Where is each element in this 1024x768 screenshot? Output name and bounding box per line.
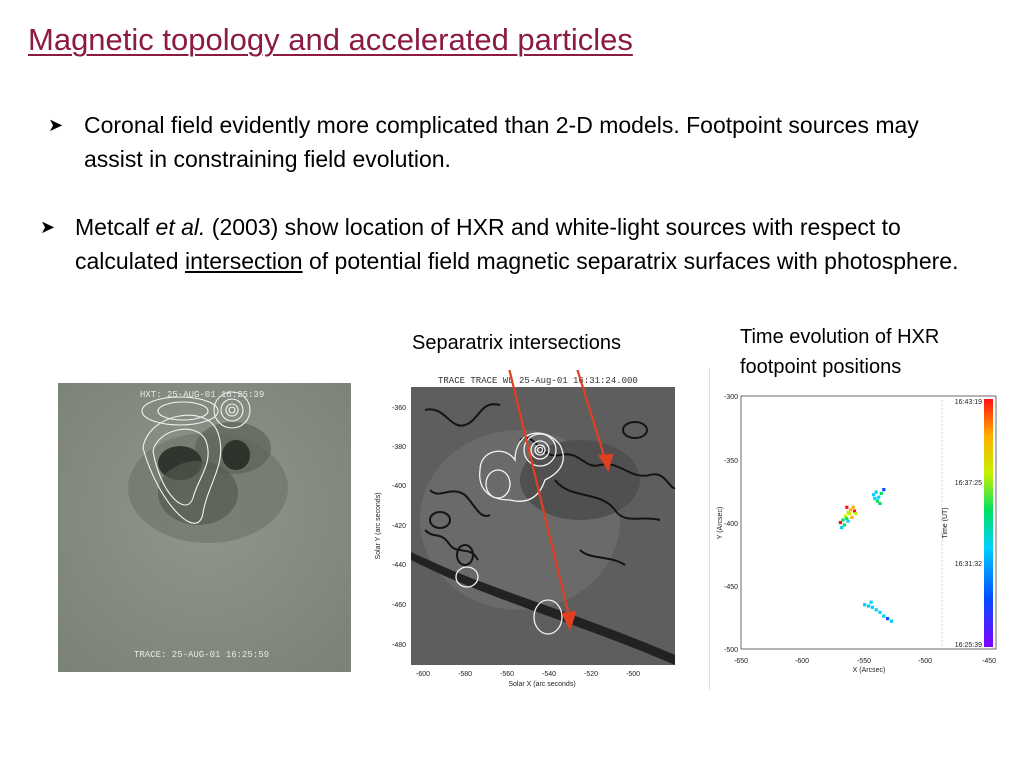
scatter-point <box>847 520 850 523</box>
arrow-bullet-icon: ➤ <box>48 115 64 135</box>
bullet-coronal-field <box>48 108 978 176</box>
y-axis-label: Solar Y (arc seconds) <box>375 492 382 560</box>
trace-time-label: TRACE: 25-AUG-01 16:25:59 <box>134 650 270 660</box>
scatter-point <box>854 512 857 515</box>
colorbar <box>984 399 993 647</box>
y-tick-label: -500 <box>723 647 738 654</box>
x-ticks <box>734 658 996 665</box>
x-axis-label: X (Arcsec) <box>852 667 886 674</box>
hxt-time-label: HXT: 25-AUG-01 16:25:39 <box>140 390 265 400</box>
y-tick-label: -400 <box>391 483 406 490</box>
arrow-bullet-icon: ➤ <box>40 217 56 237</box>
bullet-text-prefix: Metcalf <box>75 214 156 240</box>
plot-frame <box>741 396 996 649</box>
y-tick-label: -420 <box>391 523 406 530</box>
y-tick-label: -350 <box>723 458 738 465</box>
scatter-point <box>875 608 878 611</box>
scatter-point <box>845 506 848 509</box>
colorbar-tick-label: 16:25:39 <box>954 642 982 649</box>
scatter-point <box>852 506 855 509</box>
bullet-text: Coronal field evidently more complicated than 2-D models. Footpoint sources may assist in constraining field evolution. <box>84 112 919 172</box>
scatter-point <box>863 603 866 606</box>
scatter-point <box>840 526 843 529</box>
y-axis-label: Y (Arcsec) <box>717 506 724 540</box>
bullet-text-italic: et al. <box>155 214 206 240</box>
x-tick-label: -550 <box>856 658 872 665</box>
trace-wl-x-ticks <box>416 671 640 678</box>
y-tick-label: -400 <box>723 521 738 528</box>
scatter-points <box>839 488 893 623</box>
scatter-point <box>878 502 881 505</box>
colorbar-ticks <box>955 399 982 649</box>
slide-title: Magnetic topology and accelerated particles <box>28 22 633 57</box>
colorbar-tick-label: 16:37:25 <box>954 480 982 487</box>
bullet-text-suffix: of potential field magnetic separatrix surfaces with photosphere. <box>302 248 959 274</box>
scatter-point <box>867 604 870 607</box>
bullet-text-mid: (2003) show location of HXR and white-light sources with respect to calculated <box>75 214 901 274</box>
x-tick-label: -500 <box>625 671 641 678</box>
y-tick-label: -440 <box>391 562 406 569</box>
scatter-point <box>882 615 885 618</box>
colorbar-tick-label: 16:43:19 <box>954 399 982 406</box>
x-tick-label: -500 <box>917 658 933 665</box>
colorbar-label: Time (UT) <box>942 507 949 539</box>
figure-divider <box>709 368 710 690</box>
caption-separatrix: Separatrix intersections <box>412 332 621 354</box>
x-tick-label: -580 <box>457 671 473 678</box>
x-tick-label: -520 <box>583 671 599 678</box>
trace-wl-y-ticks <box>392 405 406 649</box>
scatter-point <box>882 488 885 491</box>
scatter-point <box>890 620 893 623</box>
hxt-trace-image <box>58 383 351 672</box>
y-tick-label: -450 <box>723 584 738 591</box>
scatter-point <box>873 497 876 500</box>
scatter-point <box>839 521 842 524</box>
scatter-point <box>848 512 851 515</box>
x-tick-label: -560 <box>499 671 515 678</box>
x-tick-label: -450 <box>981 658 996 665</box>
x-tick-label: -650 <box>733 658 749 665</box>
scatter-point <box>877 496 880 499</box>
scatter-point <box>875 491 878 494</box>
y-tick-label: -480 <box>391 642 406 649</box>
caption-time-evolution: Time evolution of HXR footpoint positions <box>740 326 940 378</box>
hxr-footpoint-chart <box>712 388 1012 678</box>
trace-wl-image <box>370 370 682 692</box>
x-tick-label: -600 <box>794 658 810 665</box>
scatter-point <box>878 611 881 614</box>
bullet-metcalf <box>40 210 1010 278</box>
y-tick-label: -300 <box>723 394 738 401</box>
y-tick-label: -360 <box>391 405 406 412</box>
x-tick-label: -540 <box>541 671 557 678</box>
trace-wl-title: TRACE TRACE WL 25-Aug-01 16:31:24.000 <box>438 376 638 386</box>
scatter-point <box>871 606 874 609</box>
y-tick-label: -380 <box>391 444 406 451</box>
y-tick-label: -460 <box>391 602 406 609</box>
scatter-point <box>850 516 853 519</box>
scatter-point <box>880 492 883 495</box>
x-tick-label: -600 <box>415 671 431 678</box>
x-axis-label: Solar X (arc seconds) <box>508 681 576 688</box>
y-ticks <box>724 394 738 654</box>
scatter-point <box>870 601 873 604</box>
bullet-text <box>75 210 1010 278</box>
scatter-point <box>886 617 889 620</box>
colorbar-tick-label: 16:31:32 <box>954 561 982 568</box>
bullet-text-underlined: intersection <box>184 248 303 274</box>
